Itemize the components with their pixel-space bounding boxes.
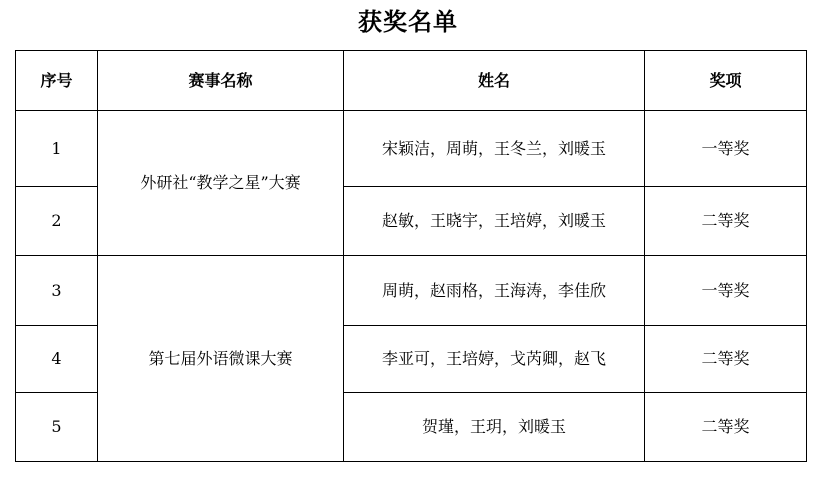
header-competition: 赛事名称 <box>98 51 344 111</box>
row-names: 贺瑾，王玥，刘暖玉 <box>344 393 645 462</box>
row-award: 二等奖 <box>645 393 807 462</box>
header-award: 奖项 <box>645 51 807 111</box>
row-award: 一等奖 <box>645 111 807 187</box>
row-award: 二等奖 <box>645 187 807 256</box>
row-names: 宋颖洁，周萌，王冬兰，刘暖玉 <box>344 111 645 187</box>
row-award: 二等奖 <box>645 326 807 393</box>
row-index: 4 <box>16 326 98 393</box>
header-index: 序号 <box>16 51 98 111</box>
table-header-row <box>16 51 807 111</box>
row-index: 5 <box>16 393 98 462</box>
row-names: 赵敏，王晓宇，王培婷，刘暖玉 <box>344 187 645 256</box>
table-row <box>16 256 807 326</box>
row-names: 周萌，赵雨格，王海涛，李佳欣 <box>344 256 645 326</box>
row-index: 1 <box>16 111 98 187</box>
row-index: 2 <box>16 187 98 256</box>
table-row <box>16 111 807 187</box>
row-award: 一等奖 <box>645 256 807 326</box>
competition-cell: 第七届外语微课大赛 <box>98 256 344 462</box>
header-names: 姓名 <box>344 51 645 111</box>
awards-table <box>15 50 807 462</box>
row-names: 李亚可，王培婷，戈芮卿，赵飞 <box>344 326 645 393</box>
document-title: 获奖名单 <box>358 7 458 36</box>
competition-cell: 外研社“教学之星”大赛 <box>98 111 344 256</box>
row-index: 3 <box>16 256 98 326</box>
